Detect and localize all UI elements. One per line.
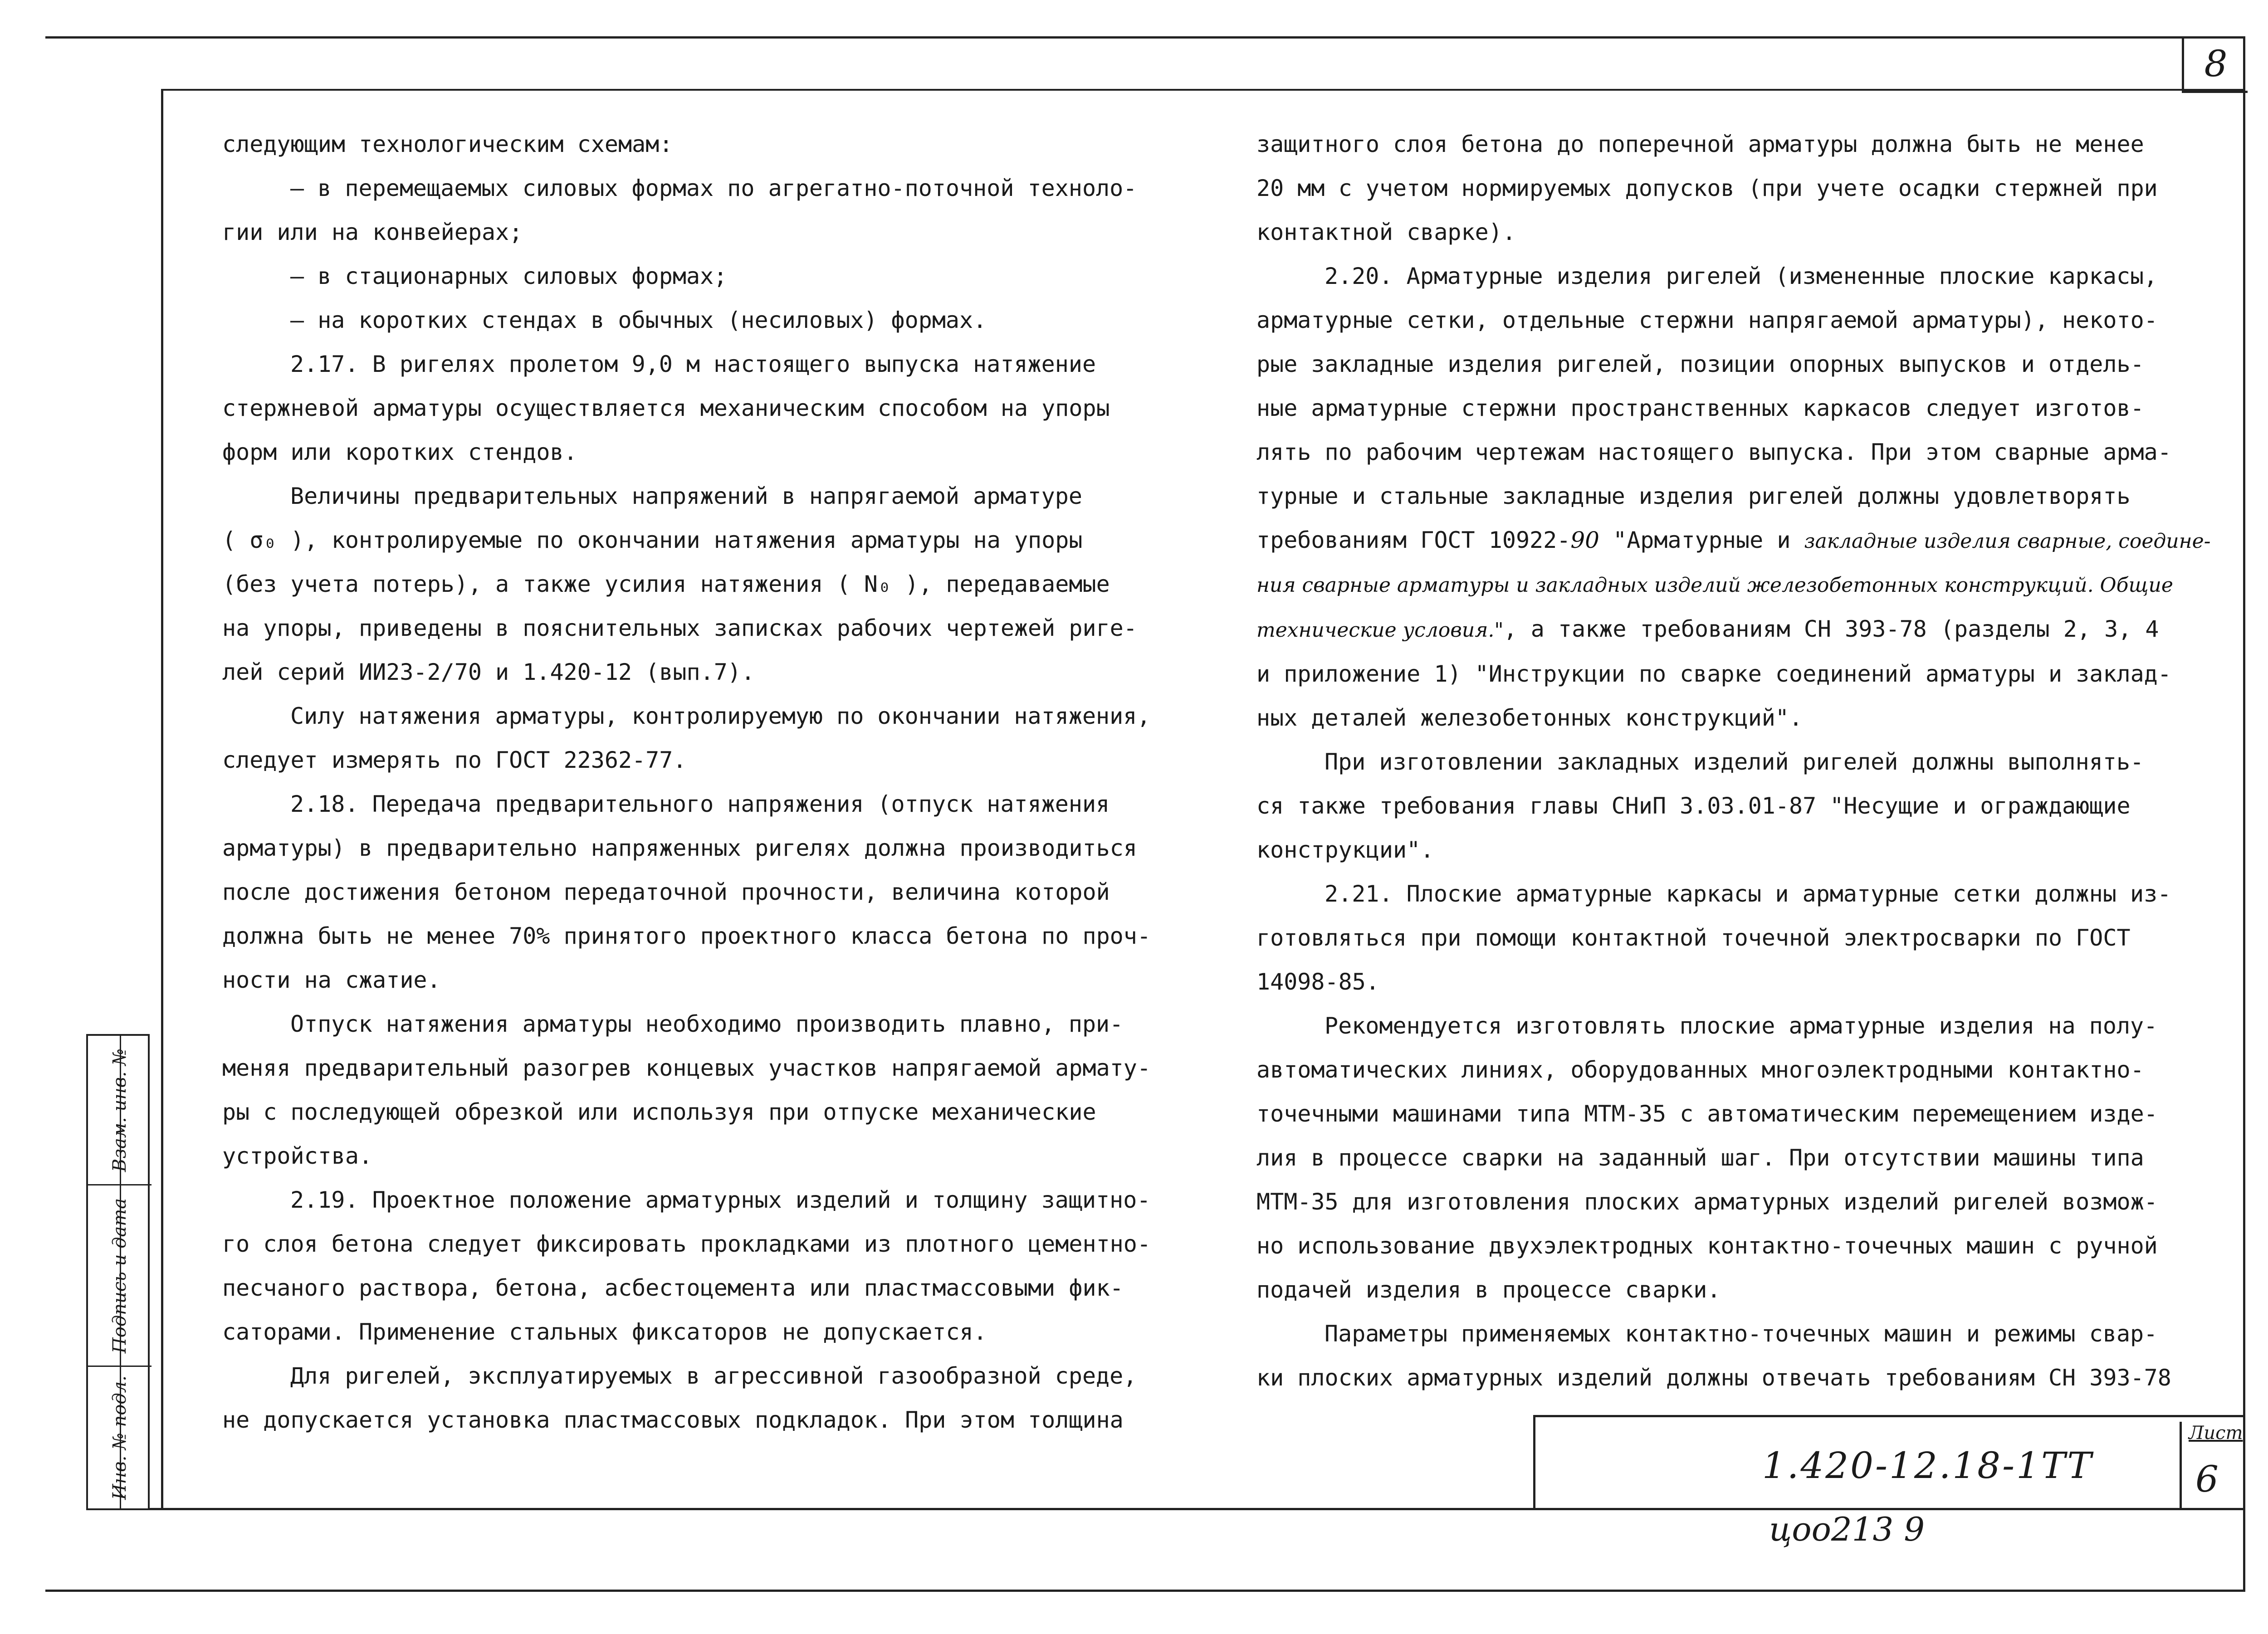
text-line: Для ригелей, эксплуатируемых в агрессивной газообразной среде,	[290, 1363, 1137, 1389]
right-column	[1256, 122, 2211, 1400]
text-line: МТМ-35 для изготовления плоских арматурных изделий ригелей возмож-	[1256, 1189, 2158, 1215]
text-line: турные и стальные закладные изделия ригелей должны удовлетворять	[1256, 483, 2131, 509]
sheet-number: 6	[2195, 1458, 2219, 1500]
text-line: следующим технологическим схемам:	[222, 131, 673, 157]
text-line: устройства.	[222, 1143, 373, 1169]
sheet-label: Лист	[2189, 1423, 2243, 1444]
text-line: ных деталей железобетонных конструкций".	[1256, 705, 1803, 731]
frame-outer-bottom-line	[45, 1590, 2245, 1592]
frame-right-line	[2243, 36, 2245, 1592]
sheet-number-box	[2180, 1422, 2243, 1508]
side-stamp-cell	[88, 1036, 152, 1185]
text-line: – в перемещаемых силовых формах по агрегатно-поточной техноло-	[290, 175, 1137, 201]
text-line: Силу натяжения арматуры, контролируемую по окончании натяжения,	[290, 703, 1151, 729]
handwritten-text: закладные изделия сварные, соедине-	[1804, 530, 2211, 553]
document-code: 1.420-12.18-1ТТ	[1762, 1444, 2093, 1487]
text-line: (без учета потерь), а также усилия натяжения ( N₀ ), передаваемые	[222, 571, 1110, 597]
bottom-handwritten-note: цоо213 9	[1769, 1510, 1925, 1548]
frame-inner-top-line	[163, 89, 2245, 91]
text-line: на упоры, приведены в пояснительных записках рабочих чертежей риге-	[222, 615, 1137, 641]
text-line: го слоя бетона следует фиксировать прокладками из плотного цементно-	[222, 1231, 1151, 1257]
text-line: лей серий ИИ23-2/70 и 1.420-12 (вып.7).	[222, 659, 755, 685]
text-line: готовляться при помощи контактной точечной электросварки по ГОСТ	[1256, 925, 2131, 951]
text-line: гии или на конвейерах;	[222, 219, 523, 245]
text-line: не допускается установка пластмассовых подкладок. При этом толщина	[222, 1407, 1124, 1433]
text-line: рые закладные изделия ригелей, позиции опорных выпусков и отдель-	[1256, 351, 2144, 377]
side-stamp-replace-label: Взам. инв. №	[109, 1048, 131, 1172]
text-line: 2.17. В ригелях пролетом 9,0 м настоящего выпуска натяжение	[290, 351, 1096, 377]
text-line: Величины предварительных напряжений в напрягаемой арматуре	[290, 483, 1082, 509]
text-line: контактной сварке).	[1256, 219, 1516, 245]
frame-left-line	[161, 89, 163, 1508]
text-line: Отпуск натяжения арматуры необходимо производить плавно, при-	[290, 1011, 1124, 1037]
frame-top-line	[45, 36, 2245, 39]
text-line: 14098-85.	[1256, 969, 1379, 995]
side-stamp-signature-label: Подпись и дата	[109, 1198, 130, 1353]
text-line: подачей изделия в процессе сварки.	[1256, 1277, 1721, 1303]
text-line: ( σ₀ ), контролируемые по окончании натяжения арматуры на упоры	[222, 527, 1083, 553]
text-line: саторами. Применение стальных фиксаторов не допускается.	[222, 1319, 987, 1345]
text-line: ся также требования главы СНиП 3.03.01-87 "Несущие и ограждающие	[1256, 793, 2131, 819]
text-line: лять по рабочим чертежам настоящего выпуска. При этом сварные арма-	[1256, 439, 2171, 465]
text-line: лия в процессе сварки на заданный шаг. При отсутствии машины типа	[1256, 1145, 2144, 1171]
side-stamp	[86, 1034, 150, 1510]
text-fragment: требованиям ГОСТ 10922-	[1256, 527, 1571, 553]
text-line: 20 мм с учетом нормируемых допусков (при учете осадки стержней при	[1256, 175, 2158, 201]
text-line: Параметры применяемых контактно-точечных машин и режимы свар-	[1325, 1321, 2158, 1347]
side-stamp-cell	[88, 1185, 152, 1367]
left-column	[222, 122, 1151, 1442]
text-line: ры с последующей обрезкой или используя при отпуске механические	[222, 1099, 1096, 1125]
text-line	[1256, 518, 2211, 563]
text-line: 2.21. Плоские арматурные каркасы и арматурные сетки должны из-	[1325, 881, 2171, 907]
title-block	[1533, 1415, 2245, 1510]
handwritten-text: технические условия."	[1256, 619, 1504, 642]
handwritten-year: 90	[1570, 527, 1599, 553]
text-line: При изготовлении закладных изделий ригелей должны выполнять-	[1325, 749, 2144, 775]
text-line: 2.18. Передача предварительного напряжения (отпуск натяжения	[290, 791, 1110, 817]
text-line: арматуры) в предварительно напряженных ригелях должна производиться	[222, 835, 1137, 861]
text-line: следует измерять по ГОСТ 22362-77.	[222, 747, 687, 773]
text-line: песчаного раствора, бетона, асбестоцемента или пластмассовыми фик-	[222, 1275, 1124, 1301]
text-line: – в стационарных силовых формах;	[290, 263, 728, 289]
text-line: 2.19. Проектное положение арматурных изделий и толщину защитно-	[290, 1187, 1151, 1213]
text-line: защитного слоя бетона до поперечной арматуры должна быть не менее	[1256, 131, 2144, 157]
text-line: ные арматурные стержни пространственных каркасов следует изготов-	[1256, 395, 2144, 421]
page-number-box	[2182, 36, 2248, 93]
text-line: точечными машинами типа МТМ-35 с автоматическим перемещением изде-	[1256, 1101, 2158, 1127]
text-line: 2.20. Арматурные изделия ригелей (измененные плоские каркасы,	[1325, 263, 2158, 289]
text-line: меняя предварительный разогрев концевых участков напрягаемой армату-	[222, 1055, 1151, 1081]
text-line: после достижения бетоном передаточной прочности, величина которой	[222, 879, 1110, 905]
text-fragment: , а также требованиям СН 393-78 (разделы 2, 3, 4	[1503, 616, 2159, 642]
text-line: и приложение 1) "Инструкции по сварке соединений арматуры и заклад-	[1256, 661, 2171, 687]
text-line: арматурные сетки, отдельные стержни напрягаемой арматуры), некото-	[1256, 307, 2158, 333]
text-line: должна быть не менее 70% принятого проектного класса бетона по проч-	[222, 923, 1151, 949]
text-line	[1256, 607, 2211, 652]
text-fragment: "Арматурные и	[1599, 527, 1804, 553]
text-line: ности на сжатие.	[222, 967, 441, 993]
handwritten-line: ния сварные арматуры и закладных изделий железобетонных конструкций. Общие	[1256, 574, 2173, 597]
text-line: форм или коротких стендов.	[222, 439, 577, 465]
side-stamp-inventory-label: Инв. № подл.	[109, 1375, 131, 1500]
text-line: – на коротких стендах в обычных (несиловых) формах.	[290, 307, 987, 333]
text-line: стержневой арматуры осуществляется механическим способом на упоры	[222, 395, 1110, 421]
text-line: автоматических линиях, оборудованных многоэлектродными контактно-	[1256, 1057, 2144, 1083]
text-line: конструкции".	[1256, 837, 1434, 863]
text-line: ки плоских арматурных изделий должны отвечать требованиям СН 393-78	[1256, 1365, 2171, 1391]
side-stamp-cell	[88, 1367, 152, 1508]
text-line: но использование двухэлектродных контактно-точечных машин с ручной	[1256, 1233, 2158, 1259]
text-line: Рекомендуется изготовлять плоские арматурные изделия на полу-	[1325, 1013, 2158, 1039]
page-number: 8	[2204, 42, 2228, 85]
